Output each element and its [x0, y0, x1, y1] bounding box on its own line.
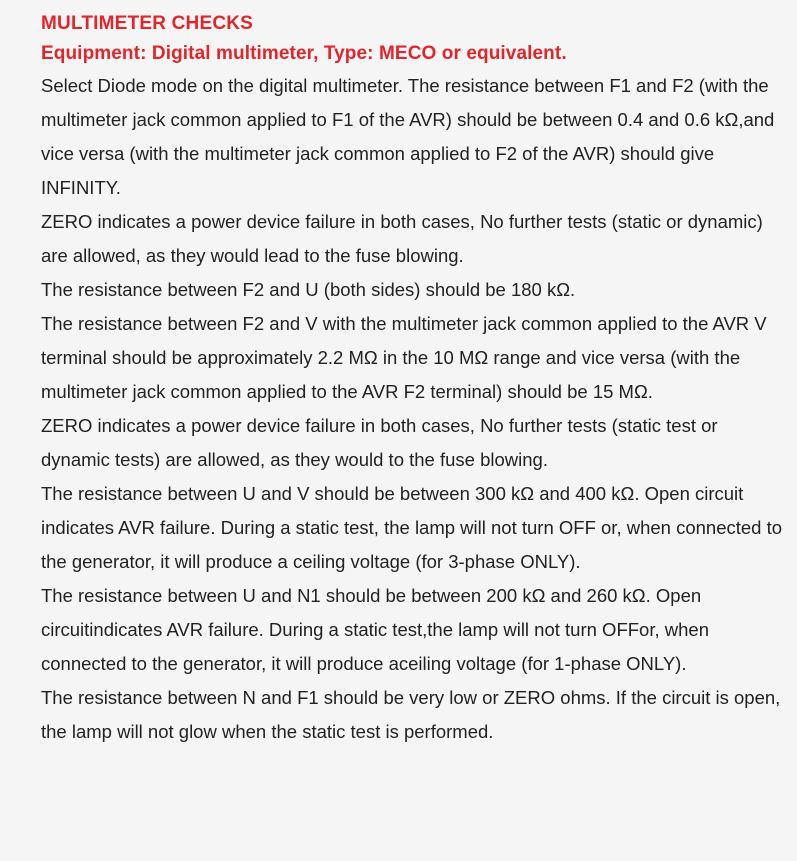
paragraph-zero-failure-1: ZERO indicates a power device failure in both cases, No further tests (static or dynamic) are allowed, as they would lead to the fuse blowing.	[41, 211, 763, 266]
paragraph-f2-u-resistance: The resistance between F2 and U (both sides) should be 180 kΩ.	[41, 279, 576, 300]
paragraph-zero-failure-2: ZERO indicates a power device failure in both cases, No further tests (static test or dynamic tests) are allowed, as they would to the fuse blowing.	[41, 415, 718, 470]
paragraph-n-f1-resistance: The resistance between N and F1 should be very low or ZERO ohms. If the circuit is open, the lamp will not glow when the static test is performed.	[41, 687, 781, 742]
paragraph-diode-mode: Select Diode mode on the digital multimeter. The resistance between F1 and F2 (with the multimeter jack common applied to F1 of the AVR) should be between 0.4 and 0.6 kΩ,and vice versa (with the multimeter jack common applied to F2 of the AVR) should give INFINITY.	[41, 75, 775, 198]
paragraph-f2-v-resistance: The resistance between F2 and V with the multimeter jack common applied to the AVR V terminal should be approximately 2.2 MΩ in the 10 MΩ range and vice versa (with the multimeter jack common applied to the AVR F2 terminal) should be 15 MΩ.	[41, 313, 767, 402]
paragraph-u-n1-resistance: The resistance between U and N1 should be between 200 kΩ and 260 kΩ. Open circuitindicates AVR failure. During a static test,the lamp will not turn OFFor, when connected to the generator, it will produce aceiling voltage (for 1-phase ONLY).	[41, 585, 709, 674]
section-title: MULTIMETER CHECKS	[41, 13, 254, 34]
equipment-subtitle: Equipment: Digital multimeter, Type: MECO or equivalent.	[41, 43, 567, 64]
paragraph-u-v-resistance: The resistance between U and V should be between 300 kΩ and 400 kΩ. Open circuit indicates AVR failure. During a static test, the lamp will not turn OFF or, when connected to the generator, it will produce a ceiling voltage (for 3-phase ONLY).	[41, 483, 783, 572]
